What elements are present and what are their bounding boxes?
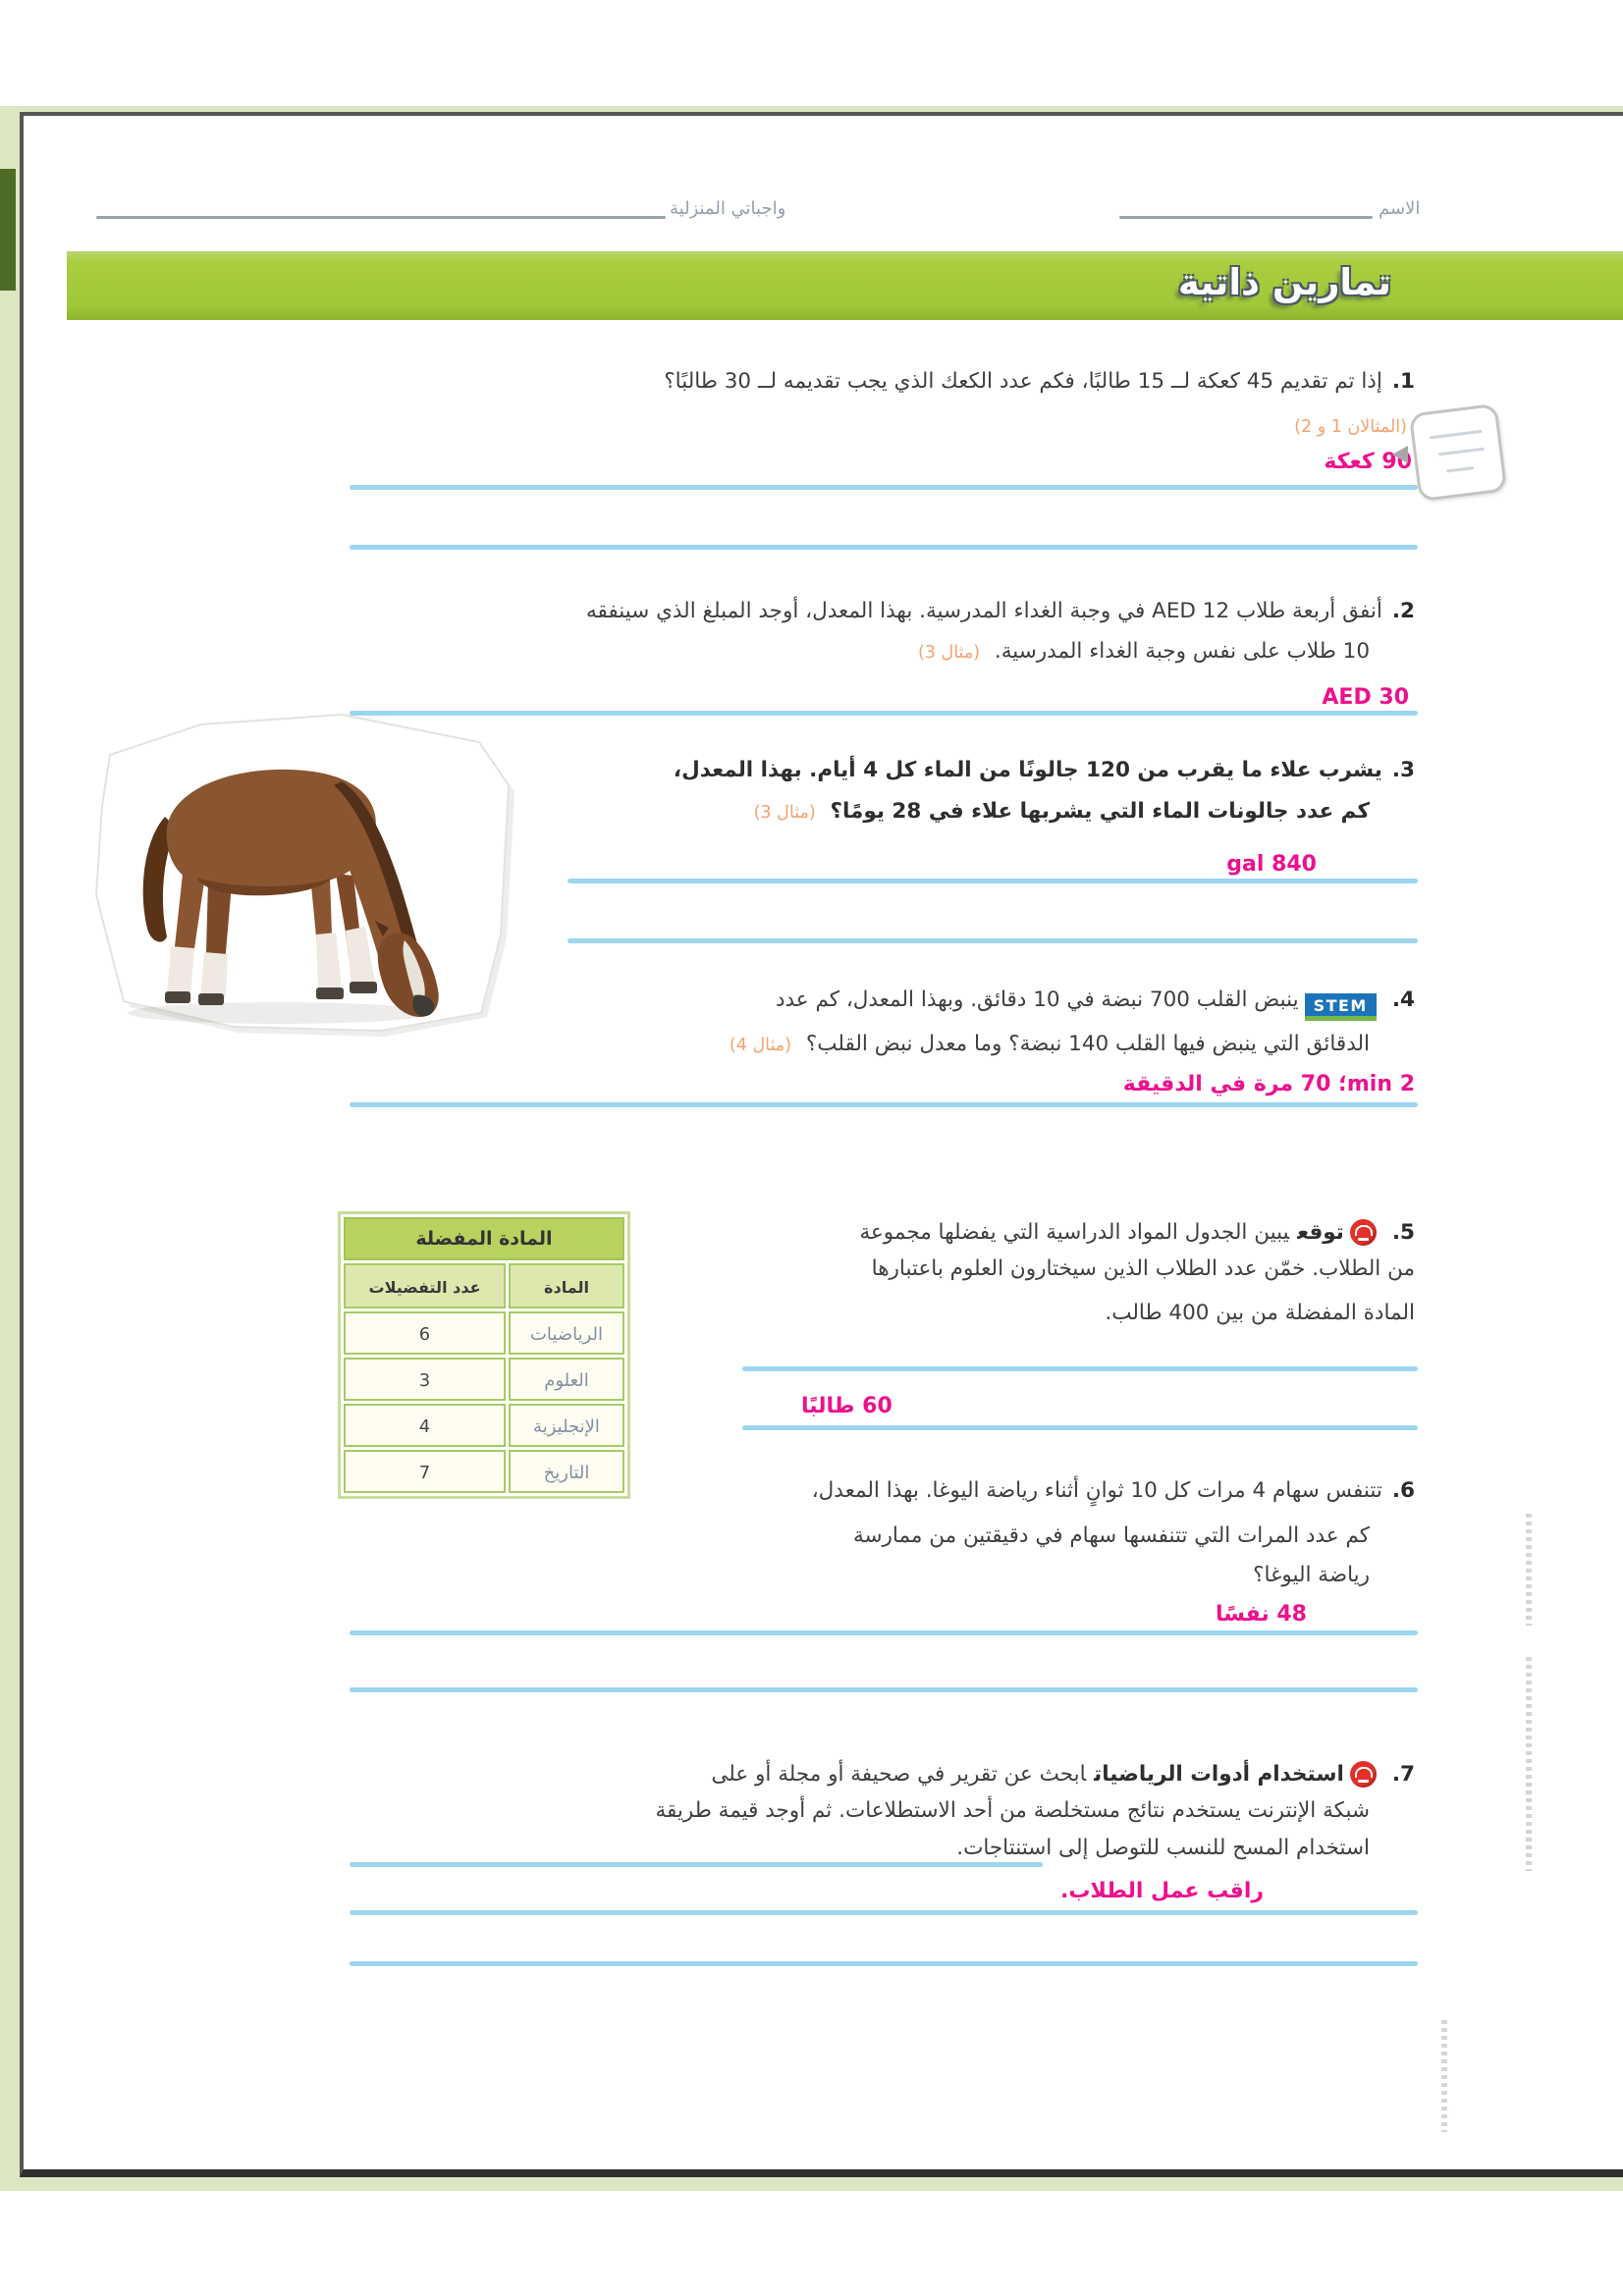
question-5-text-line1: 5.توقعيبين الجدول المواد الدراسية التي يفضلها مجموعة <box>859 1220 1415 1245</box>
table-row <box>344 1311 624 1355</box>
note-badge-line <box>1430 430 1483 440</box>
note-badge-line <box>1446 466 1474 472</box>
question-2-text-line1: 2.أنفق أربعة طلاب AED 12 في وجبة الغداء المدرسية. بهذا المعدل، أوجد المبلغ الذي سينفقه <box>585 599 1415 623</box>
table-row <box>344 1358 624 1401</box>
question-6-text-line3: رياضة اليوغا؟ <box>1253 1563 1370 1587</box>
question-7-text-line2: شبكة الإنترنت يستخدم نتائج مستخلصة من أحد الاستطلاعات. ثم أوجد قيمة طريقة <box>655 1798 1370 1823</box>
stem-badge: STEM <box>1305 993 1377 1021</box>
subject-cell: العلوم <box>509 1358 624 1401</box>
question-2-text-line2: 10 طلاب على نفس وجبة الغداء المدرسية. (مثال 3) <box>917 639 1370 664</box>
horse-illustration <box>88 701 524 1048</box>
count-cell: 4 <box>344 1404 506 1447</box>
question-6-text-line1: 6.تتنفس سهام 4 مرات كل 10 ثوانٍ أثناء رياضة اليوغا. بهذا المعدل، <box>811 1478 1415 1503</box>
count-cell: 6 <box>344 1311 506 1355</box>
question-5-text-line2: من الطلاب. خمّن عدد الطلاب الذين سيختارون العلوم باعتبارها <box>871 1256 1415 1281</box>
question-6-number: 6. <box>1391 1478 1415 1503</box>
question-3-text-line2: كم عدد جالونات الماء التي يشربها علاء في 28 يومًا؟ (مثال 3) <box>753 799 1370 824</box>
count-cell: 3 <box>344 1358 506 1401</box>
question-5-answer: 60 طالبًا <box>801 1394 893 1418</box>
answer-line <box>350 1630 1418 1635</box>
question-3-answer: 840 gal <box>1226 852 1317 877</box>
note-badge-line <box>1438 448 1485 456</box>
question-2-answer: AED 30 <box>1322 685 1409 710</box>
question-1-number: 1. <box>1391 369 1415 394</box>
question-3-number: 3. <box>1391 758 1415 782</box>
question-1-answer: 90 كعكة <box>1324 450 1412 474</box>
answer-line <box>568 938 1418 943</box>
subject-cell: الإنجليزية <box>509 1404 624 1447</box>
column-header-count: عدد التفضيلات <box>344 1263 506 1308</box>
question-5-text-line3: المادة المفضلة من بين 400 طالب. <box>1105 1301 1415 1325</box>
question-7-lead: استخدام أدوات الرياضيات <box>1094 1762 1344 1787</box>
higher-order-thinking-icon <box>1350 1761 1377 1788</box>
favorite-subject-table <box>338 1211 630 1499</box>
section-banner <box>67 251 1623 320</box>
answer-line <box>742 1366 1418 1371</box>
question-5-number: 5. <box>1391 1220 1415 1245</box>
chapter-side-tab <box>0 169 16 291</box>
worksheet-sheet <box>20 112 1623 2177</box>
answer-line <box>350 1910 1418 1915</box>
name-write-line <box>1119 216 1373 219</box>
answer-line <box>350 1961 1418 1966</box>
column-header-subject: المادة <box>509 1263 624 1308</box>
subject-cell: التاريخ <box>509 1450 624 1493</box>
name-label: الاسم <box>1379 198 1421 219</box>
question-6-answer: 48 نفسًا <box>1215 1602 1307 1627</box>
arrow-left-icon <box>1392 446 1408 463</box>
question-7-answer: راقب عمل الطلاب. <box>1060 1879 1265 1903</box>
answer-line <box>350 485 1418 490</box>
question-7-number: 7. <box>1391 1762 1415 1787</box>
question-1-reference: (المثالان 1 و 2) <box>1294 417 1407 437</box>
question-7-text-line3: استخدام المسح للنسب للتوصل إلى استنتاجات. <box>956 1836 1370 1860</box>
question-4-answer: 2 min؛ 70 مرة في الدقيقة <box>1122 1072 1415 1096</box>
homework-label: واجباتي المنزلية <box>670 198 786 219</box>
subject-cell: الرياضيات <box>509 1311 624 1355</box>
question-7-text-line1: 7.استخدام أدوات الرياضياتابحث عن تقرير في صحيفة أو مجلة أو على <box>711 1762 1415 1787</box>
question-4-text-line2: الدقائق التي ينبض فيها القلب 140 نبضة؟ وما معدل نبض القلب؟ (مثال 4) <box>729 1032 1370 1056</box>
side-margin-text <box>1526 1514 1532 1626</box>
answer-line <box>568 879 1418 883</box>
answer-line <box>350 545 1418 550</box>
note-badge-icon <box>1409 403 1507 502</box>
question-5-lead: توقع <box>1297 1220 1344 1245</box>
count-cell: 7 <box>344 1450 506 1493</box>
question-6-text-line2: كم عدد المرات التي تتنفسها سهام في دقيقتين من ممارسة <box>852 1523 1370 1548</box>
answer-line <box>742 1425 1418 1430</box>
question-4-text-line1: 4.STEMينبض القلب 700 نبضة في 10 دقائق. وبهذا المعدل، كم عدد <box>776 988 1415 1021</box>
higher-order-thinking-icon <box>1350 1219 1377 1246</box>
table-title: المادة المفضلة <box>344 1217 624 1260</box>
question-4-number: 4. <box>1391 988 1415 1012</box>
question-3-text-line1: 3.يشرب علاء ما يقرب من 120 جالونًا من الماء كل 4 أيام. بهذا المعدل، <box>673 758 1415 782</box>
homework-write-line <box>96 216 666 219</box>
side-margin-text <box>1526 1657 1532 1871</box>
page-title: تمارين ذاتية <box>1177 261 1391 303</box>
answer-line <box>350 1102 1418 1107</box>
side-margin-text <box>1441 2020 1447 2132</box>
answer-line <box>350 1687 1418 1692</box>
table-row <box>344 1450 624 1493</box>
table-row <box>344 1404 624 1447</box>
question-1-text: 1.إذا تم تقديم 45 كعكة لــ 15 طالبًا، فكم عدد الكعك الذي يجب تقديمه لــ 30 طالبًا؟ <box>664 369 1415 394</box>
table-header-row <box>344 1263 624 1308</box>
question-2-number: 2. <box>1391 599 1415 623</box>
horse-photo <box>88 701 524 1052</box>
answer-line <box>350 1862 1043 1867</box>
